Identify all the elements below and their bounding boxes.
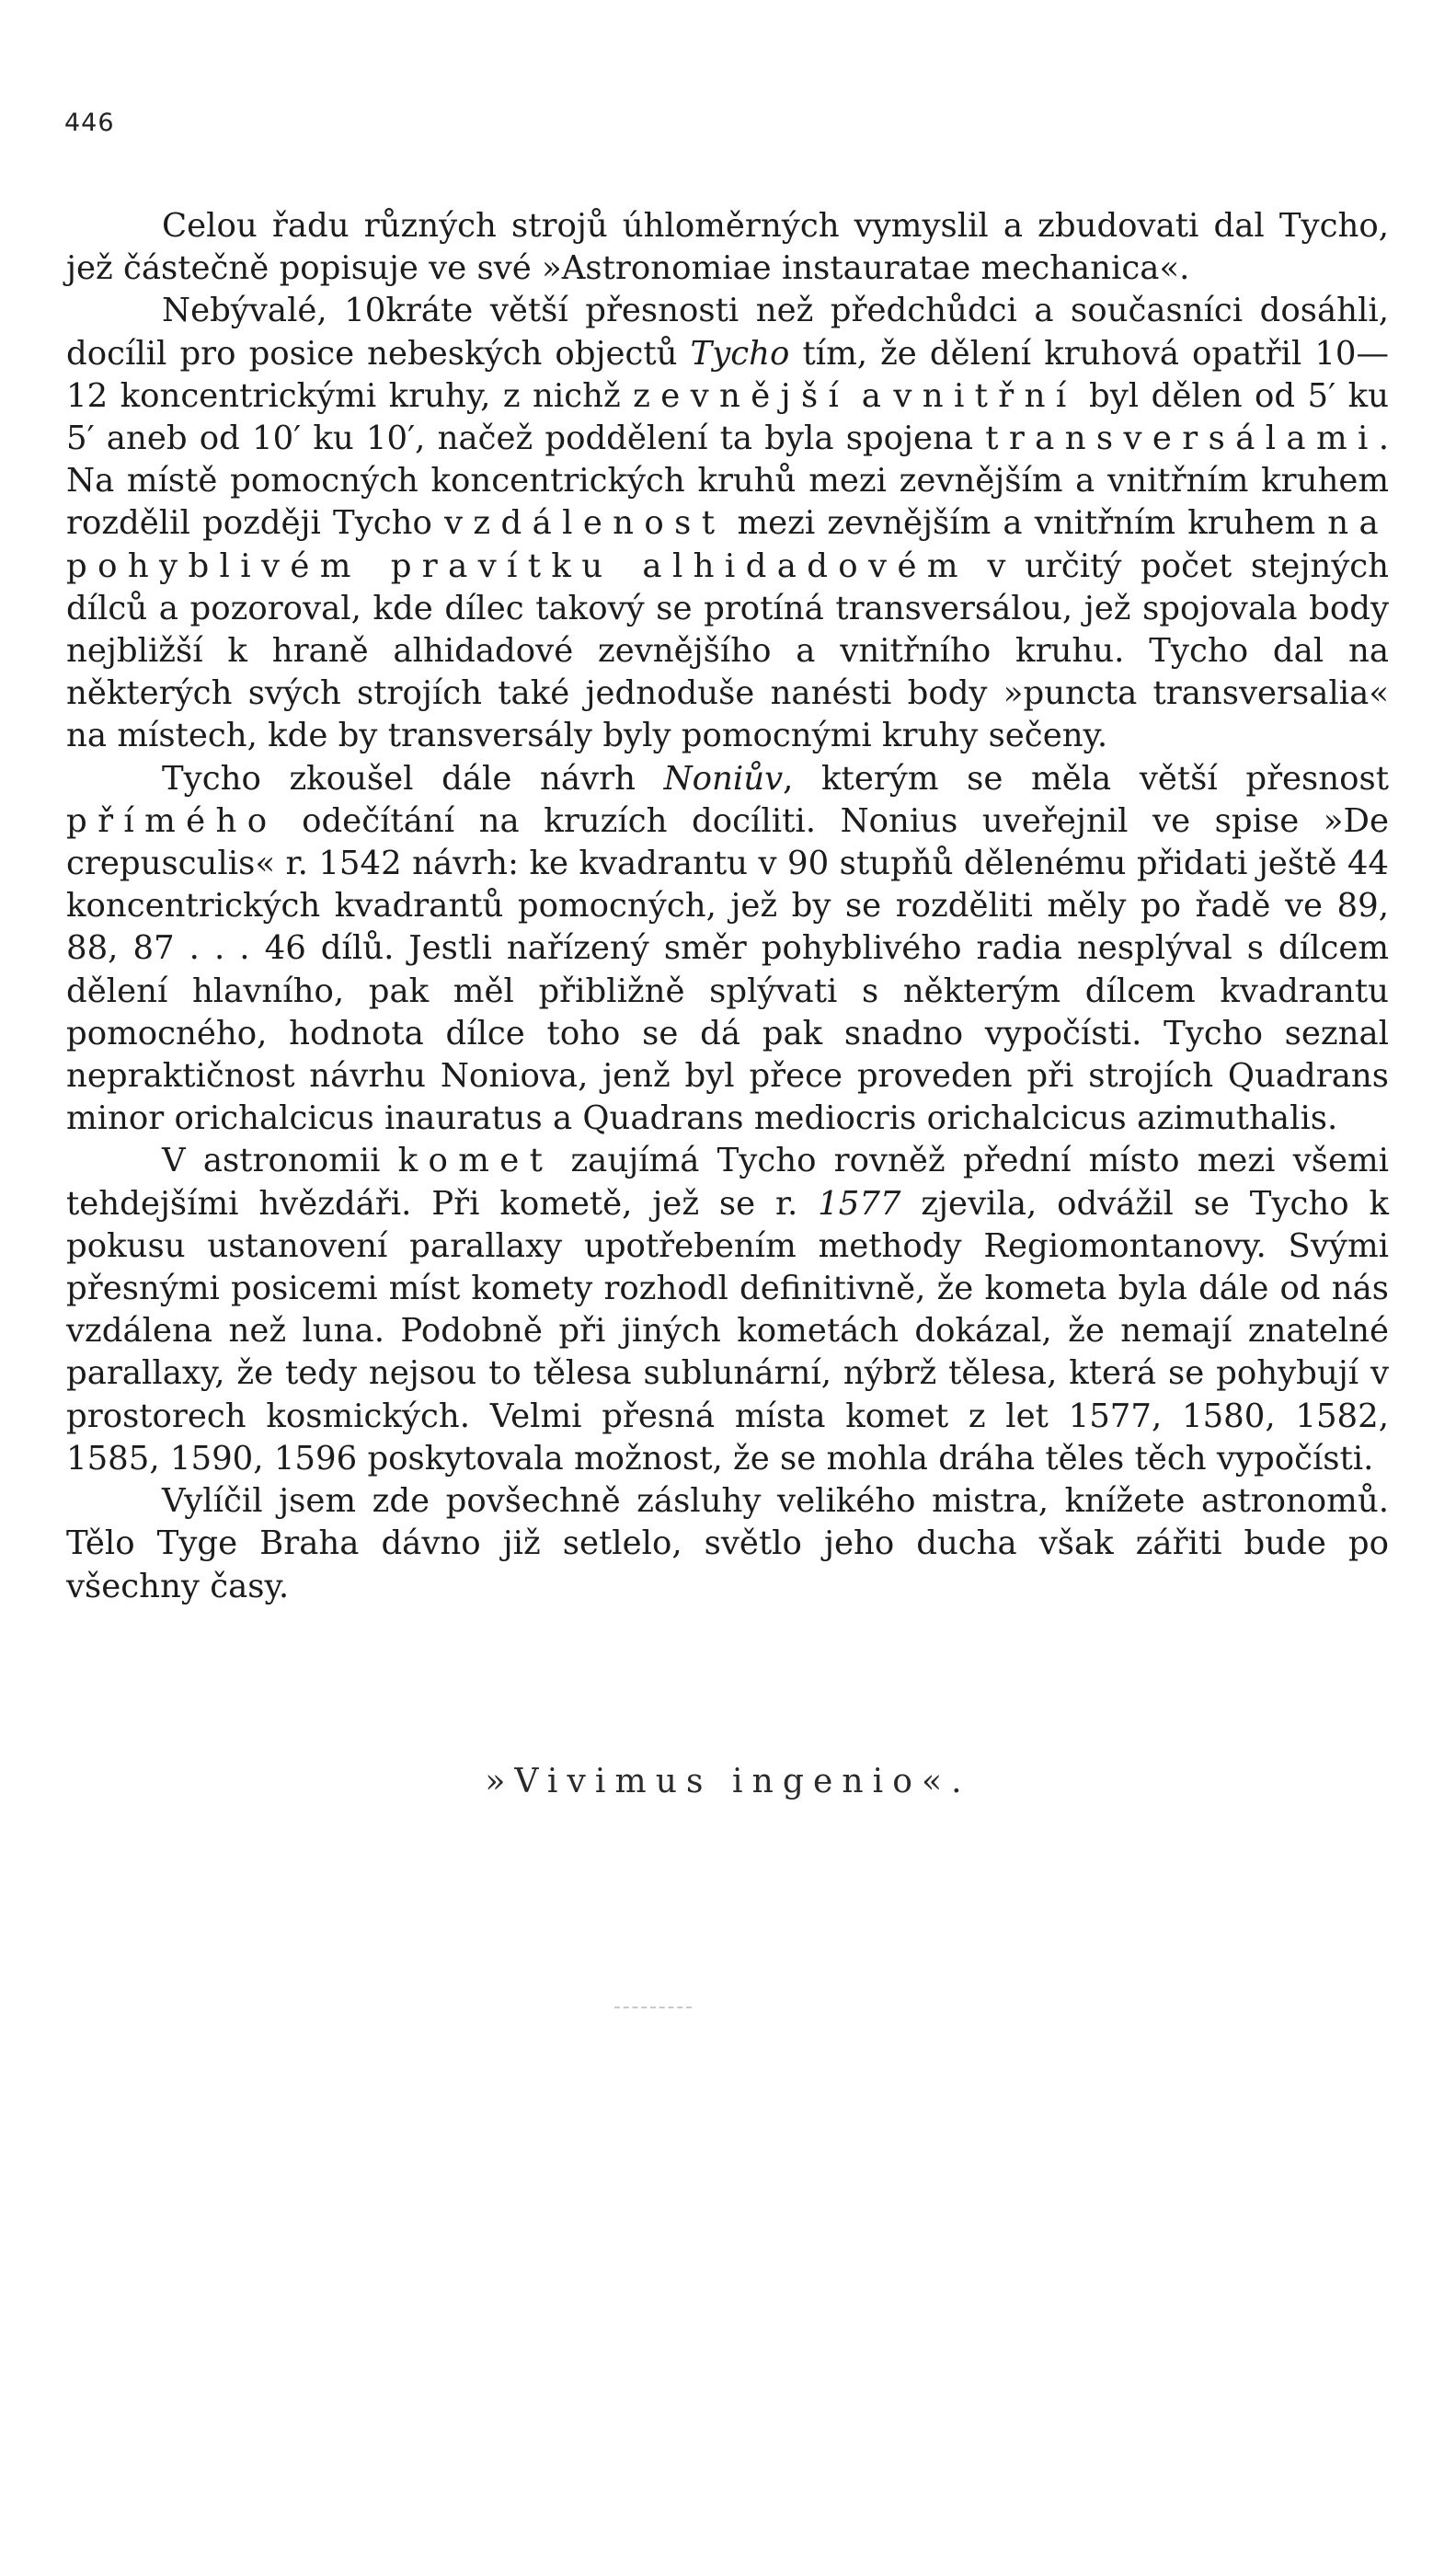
paragraph <box>66 1140 1389 1480</box>
text-run: , kterým se měla větší přesnost <box>783 759 1389 798</box>
text-run: odečítání na kruzích docíliti. Nonius uveřejnil ve spise »De crepusculis« r. 1542 návrh: ke kvadrantu v 90 stupňů dělenému přidati ještě 44 koncentrických kvadrantů pomocných, jež by se rozděliti měly po řadě ve 89, 88, 87 . . . 46 dílů. Jestli nařízený směr pohyblivého radia nesplýval s dílcem dělení hlavního, pak měl přibližně splývati s některým dílcem kvadrantu pomocného, hodnota dílce toho se dá pak snadno vypočísti. Tycho seznal nepraktičnost návrhu Noniova, jenž byl přece proveden při strojích Quadrans minor orichalcicus inauratus a Quadrans mediocris orichalcicus azimuthalis. <box>66 801 1389 1138</box>
text-run: Nebývalé, 10kráte větší přesnosti než předchůdci a současníci dosáhli, docílil pro posice nebeských objectů <box>66 292 1389 373</box>
italic-text: 1577 <box>818 1184 901 1223</box>
text-run: Vylíčil jsem zde povšechně zásluhy velikého mistra, knížete astronomů. Tělo Tyge Braha dávno již setlelo, světlo jeho ducha však zářiti bude po všechny časy. <box>66 1482 1389 1605</box>
text-run: byl dělen od 5′ ku 5′ aneb od 10′ ku 10′, načež poddělení ta byla spojena <box>66 376 1390 458</box>
italic-text: Tycho <box>690 334 790 373</box>
emphasized-text: přímého <box>66 801 278 840</box>
text-run: v určitý počet stejných dílců a pozoroval, kde dílec takový se protíná transversálou, jež spojovala body nejbližší k hraně alhidadové zevnějšího a vnitřního kruhu. Tycho dal na některých svých strojích také jednoduše nanésti body »puncta transversalia« na místech, kde by transversály byly pomocnými kruhy sečeny. <box>66 546 1389 755</box>
page-number: 446 <box>64 109 115 137</box>
closing-motto: »Vivimus ingenio«. <box>485 1763 971 1800</box>
text-run: . Na místě pomocných koncentrických kruhů mezi zevnějším a vnitřním kruhem rozdělil později Tycho <box>66 420 1389 543</box>
text-run: zjevila, odvážil se Tycho k pokusu ustanovení parallaxy upotřebením methody Regiomontanovy. Svými přesnými posicemi míst komety rozhodl definitivně, že kometa byla dále od nás vzdálena než luna. Podobně při jiných kometách dokázal, že nemají znatelné parallaxy, že tedy nejsou to tělesa sublunární, nýbrž tělesa, která se pohybují v prostorech kosmických. Velmi přesná místa komet z let 1577, 1580, 1582, 1585, 1590, 1596 poskytovala možnost, že se mohla dráha těles těch vypočísti. <box>66 1184 1389 1478</box>
text-run: a <box>849 376 894 415</box>
emphasized-text: vzdálenost <box>444 504 726 543</box>
paragraph <box>66 758 1389 1141</box>
italic-text: Noniův <box>663 759 784 798</box>
text-run: mezi zevnějším a vnitřním kruhem <box>725 504 1328 543</box>
emphasized-text: na pohyblivém pravítku alhidadovém <box>66 504 1389 585</box>
paragraph <box>66 1480 1389 1608</box>
emphasized-text: transversálami <box>985 420 1379 458</box>
emphasized-text: zevnější <box>633 376 850 415</box>
paragraph <box>66 290 1389 757</box>
paragraph <box>66 205 1389 290</box>
article-text <box>66 205 1389 1608</box>
text-run: Celou řadu různých strojů úhloměrných vymyslil a zbudovati dal Tycho, jež částečně popisuje ve své »Astronomiae instauratae mechanica«. <box>66 207 1389 288</box>
text-run: tím, že dělení kruhová opatřil 10—12 koncentrickými kruhy, z nichž <box>66 334 1389 415</box>
emphasized-text: vnitřní <box>893 376 1077 415</box>
text-run: zaujímá Tycho rovněž přední místo mezi všemi tehdejšími hvězdáři. Při kometě, jež se r. <box>66 1142 1389 1223</box>
end-divider <box>614 2007 692 2008</box>
text-run: V astronomii <box>162 1142 398 1180</box>
text-run: Tycho zkoušel dále návrh <box>162 759 664 798</box>
emphasized-text: komet <box>397 1142 554 1180</box>
